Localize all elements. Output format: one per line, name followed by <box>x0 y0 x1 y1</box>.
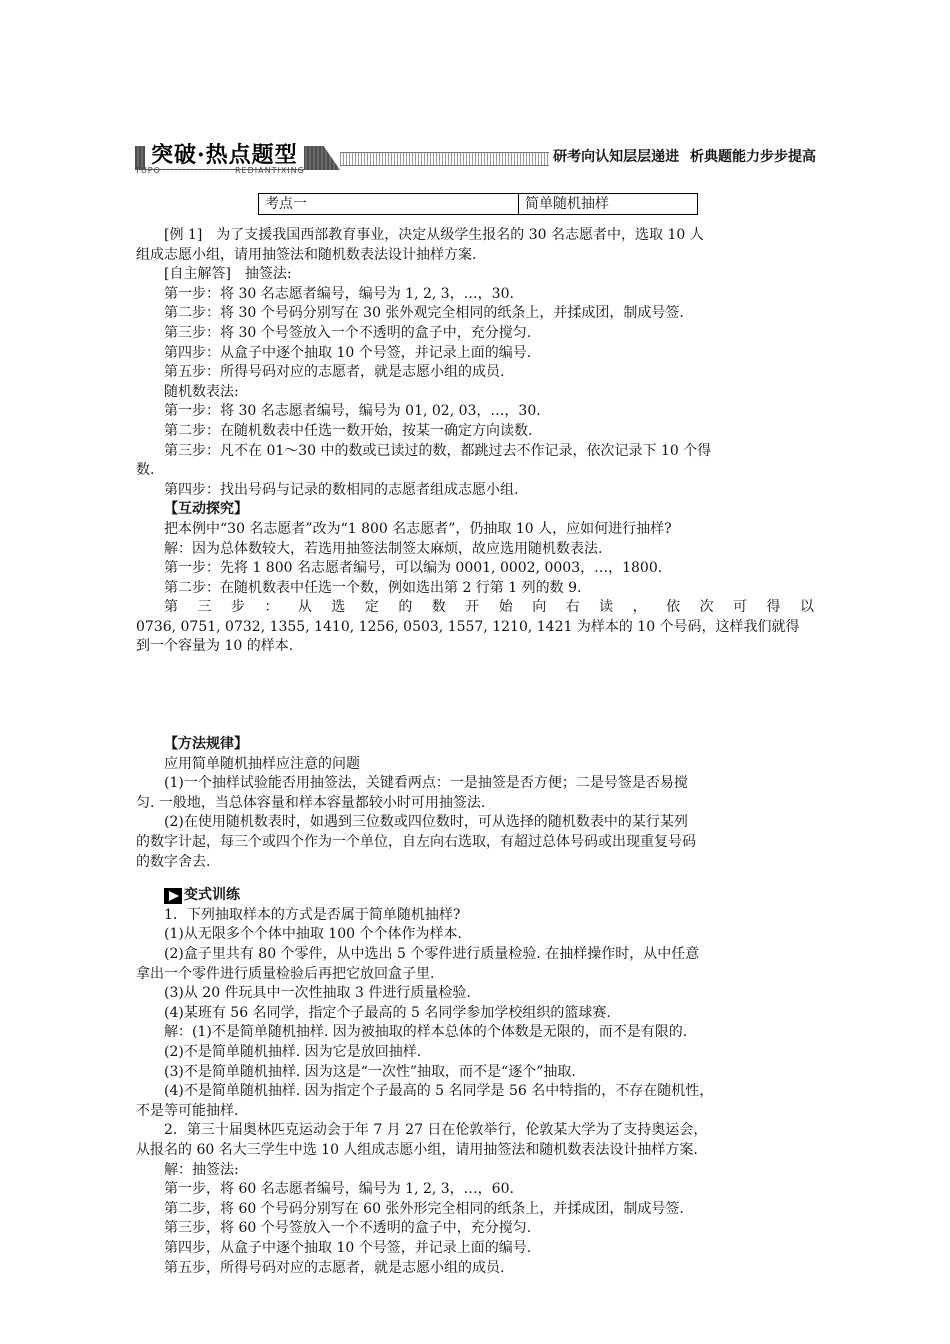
random-step: 第三步：凡不在 01～30 中的数或已读过的数，都跳过去不作记录，依次记录下 10 个得 <box>164 442 712 459</box>
question-1-item: (1)从无限多个个体中抽取 100 个个体作为样本. <box>164 926 462 943</box>
lottery-step: 第一步：将 30 名志愿者编号，编号为 1, 2, 3，…，30. <box>164 285 514 302</box>
method-point-1: (1)一个抽样试验能否用抽签法，关键看两点：一是抽签是否方便；二是号签是否易搅 <box>164 775 688 792</box>
answer-2-head: 解：抽签法: <box>164 1161 239 1178</box>
explore-line: 解：因为总体数较大，若选用抽签法制签太麻烦，故应选用随机数表法. <box>164 540 603 557</box>
lottery-step: 第三步：将 30 个号签放入一个不透明的盒子中，充分搅匀. <box>164 324 532 341</box>
answer-2-step: 第五步，所得号码对应的志愿者，就是志愿小组的成员. <box>164 1259 505 1276</box>
question-2-cont: 从报名的 60 名大三学生中选 10 人组成志愿小组，请用抽签法和随机数表法设计抽样方案. <box>136 1141 698 1158</box>
topic-label: 考点一 <box>259 194 519 214</box>
answer-1-line: (2)不是简单随机抽样. 因为它是放回抽样. <box>164 1043 422 1060</box>
banner-title: 突破·热点题型 <box>145 141 304 169</box>
topic-table <box>258 193 698 215</box>
lottery-step: 第二步：将 30 个号码分别写在 30 张外观完全相同的纸条上，并揉成团，制成号签. <box>164 305 684 322</box>
document-body <box>136 226 814 1278</box>
play-triangle-icon <box>164 888 182 904</box>
answer-1-line: (3)不是简单随机抽样. 因为这是“一次性”抽取，而不是“逐个”抽取. <box>164 1063 576 1080</box>
banner-slogan: 研考向认知层层递进 析典题能力步步提高 <box>549 146 820 166</box>
example-title-cont: 组成志愿小组，请用抽签法和随机数表法设计抽样方案. <box>136 246 477 263</box>
explore-head: 【互动探究】 <box>164 501 248 518</box>
question-1-item-cont: 拿出一个零件进行质量检验后再把它放回盒子里. <box>136 965 435 982</box>
lottery-step: 第四步：从盒子中逐个抽取 10 个号签，并记录上面的编号. <box>164 344 532 361</box>
answer-2-step: 第二步，将 60 个号码分别写在 60 张外形完全相同的纸条上，并揉成团，制成号签. <box>164 1200 684 1217</box>
answer-2-step: 第一步，将 60 名志愿者编号，编号为 1, 2, 3，…，60. <box>164 1181 514 1198</box>
random-step: 第四步：找出号码与记录的数相同的志愿者组成志愿小组. <box>164 481 519 498</box>
question-1-item: (3)从 20 件玩具中一次性抽取 3 件进行质量检验. <box>164 985 471 1002</box>
random-step-cont: 数. <box>136 462 155 479</box>
explore-step3: 第三步：从选定的数开始向右读，依次可得以 <box>164 599 814 616</box>
answer-1-line: 解：(1)不是简单随机抽样. 因为被抽取的样本总体的个体数是无限的，而不是有限的. <box>164 1024 688 1041</box>
random-step: 第二步：在随机数表中任选一数开始，按某一确定方向读数. <box>164 422 533 439</box>
answer-1-line-cont: 不是等可能抽样. <box>136 1102 239 1119</box>
random-step: 第一步：将 30 名志愿者编号，编号为 01, 02, 03，…，30. <box>164 403 541 420</box>
example-title: [例 1] 为了支援我国西部教育事业，决定从级学生报名的 30 名志愿者中，选取 10 人 <box>164 227 704 243</box>
practice-head-label: 变式训练 <box>184 887 240 904</box>
explore-line: 第二步：在随机数表中任选一个数，例如选出第 2 行第 1 列的数 9. <box>164 579 582 596</box>
explore-line: 第一步：先将 1 800 名志愿者编号，可以编为 0001, 0002, 0003，…，1800. <box>164 560 663 577</box>
question-1: 1．下列抽取样本的方式是否属于简单随机抽样? <box>164 906 461 923</box>
answer-2-step: 第四步，从盒子中逐个抽取 10 个号签，并记录上面的编号. <box>164 1239 532 1256</box>
method-point-1-cont: 匀. 一般地，当总体容量和样本容量都较小时可用抽签法. <box>136 794 486 811</box>
question-2: 2．第三十届奥林匹克运动会于年 7 月 27 日在伦敦举行，伦敦某大学为了支持奥运会， <box>164 1122 708 1139</box>
answer-2-step: 第三步，将 60 个号签放入一个不透明的盒子中，充分搅匀. <box>164 1220 532 1237</box>
section-banner <box>135 140 820 174</box>
random-head: 随机数表法: <box>164 383 239 400</box>
answer-1-line: (4)不是简单随机抽样. 因为指定个子最高的 5 名同学是 56 名中特指的，不存在随机性， <box>164 1083 714 1100</box>
practice-head <box>164 886 814 906</box>
topic-name: 简单随机抽样 <box>525 196 609 212</box>
explore-step3-cont: 0736, 0751, 0732, 1355, 1410, 1256, 0503, 1557, 1210, 1421 为样本的 10 个号码，这样我们就得 <box>136 618 800 635</box>
answer-head: [自主解答] 抽签法: <box>164 266 292 283</box>
lottery-step: 第五步：所得号码对应的志愿者，就是志愿小组的成员. <box>164 364 505 381</box>
explore-step3-cont: 到一个容量为 10 的样本. <box>136 638 294 655</box>
banner-sub-right: REDIANTIXING <box>235 166 305 175</box>
method-subtitle: 应用简单随机抽样应注意的问题 <box>164 755 360 772</box>
banner-sub-left: TUPO <box>135 166 161 175</box>
question-1-item: (2)盒子里共有 80 个零件，从中选出 5 个零件进行质量检验. 在抽样操作时，从中任意 <box>164 946 700 962</box>
method-point-2-cont: 的数字计起，每三个或四个作为一个单位，自左向右选取，有超过总体号码或出现重复号码 <box>136 834 696 851</box>
method-point-2: (2)在使用随机数表时，如遇到三位数或四位数时，可从选择的随机数表中的某行某列 <box>164 814 688 831</box>
method-head: 【方法规律】 <box>164 736 248 753</box>
question-1-item: (4)某班有 56 名同学，指定个子最高的 5 名同学参加学校组织的篮球赛. <box>164 1004 611 1021</box>
explore-line: 把本例中“30 名志愿者”改为“1 800 名志愿者”，仍抽取 10 人，应如何进行抽样? <box>164 520 672 537</box>
method-point-2-cont: 的数字舍去. <box>136 853 211 870</box>
